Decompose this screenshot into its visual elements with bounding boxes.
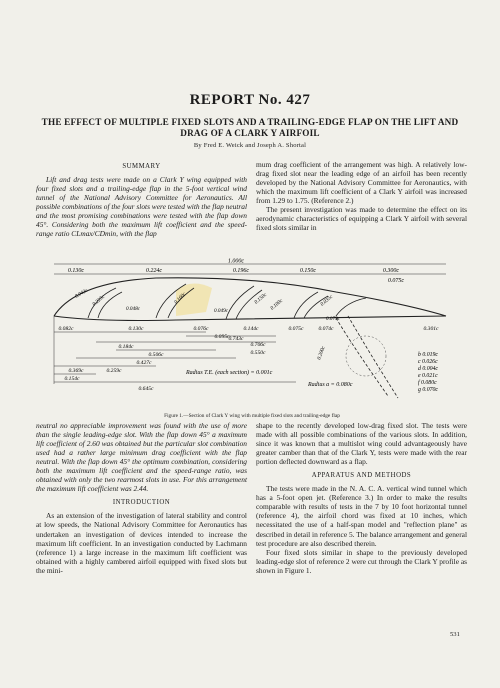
introduction-heading: INTRODUCTION (112, 499, 171, 507)
svg-text:0.301c: 0.301c (423, 326, 439, 332)
svg-text:0.184c: 0.184c (118, 344, 134, 350)
apparatus-paragraph-2: Four fixed slots similar in shape to the previously developed leading-edge slot of reference 2 were cut through the Clark Y profile as shown in Figure 1. (256, 547, 467, 575)
flap-dimension-list (418, 352, 438, 393)
svg-text:0.130c: 0.130c (128, 326, 144, 332)
svg-text:0.035c: 0.035c (319, 293, 334, 308)
svg-text:0.225c: 0.225c (91, 293, 106, 308)
dim-label-2: 0.224c (145, 268, 163, 274)
svg-text:0.259c: 0.259c (106, 368, 122, 374)
report-number: REPORT No. 427 (189, 92, 311, 108)
svg-text:0.154c: 0.154c (64, 376, 80, 382)
svg-text:0.075c: 0.075c (288, 326, 304, 332)
radius-te-label: Radius T.E. (each section) = 0.001c (186, 370, 273, 376)
svg-text:0.160c: 0.160c (173, 291, 188, 306)
svg-text:0.144c: 0.144c (243, 326, 259, 332)
svg-text:d 0.004c: d 0.004c (418, 366, 438, 372)
svg-text:0.095c: 0.095c (214, 334, 230, 340)
svg-text:0.079c: 0.079c (326, 316, 340, 322)
page-number: 531 (450, 631, 460, 638)
airfoil-section-diagram (36, 258, 468, 410)
upper-right-paragraph-1: mum drag coefficient of the arrangement was high. A relatively low-drag fixed slot near the leading edge of an airfoil has been recently developed by the National Advisory Committee for Aeronautics, with which the maximum lift coefficient of a Clark Y airfoil was increased from 1.29 to 1.75. (Reference 2.) (256, 160, 467, 206)
introduction-paragraph: As an extension of the investigation of lateral stability and control at low speeds, the National Advisory Committee for Aeronautics has undertaken an investigation of devices intended to increase the maximum lift coefficient. In an investigation conducted by Lachmann (reference 1) a large increase in the maximum lift coefficient was obtained with a highly cambered airfoil equipped with fixed slots but the mini- (36, 511, 247, 575)
apparatus-paragraph-1: The tests were made in the N. A. C. A. vertical wind tunnel which has a 5-foot open jet. (Reference 3.) In order to make the results comparable with results of tests in the 7 by 10 foot horizontal tunnel (reference 4), the airfoil chord was fixed at 10 inches, which necessitated the use of a half-span model and "reflection plane" as described in detail in reference 5. The balance arrangement and general test procedure are also described therein. (256, 484, 468, 548)
figure-caption: Figure 1.—Section of Clark Y wing with multiple fixed slots and trailing-edge flap (164, 413, 340, 419)
lower-right-column (256, 421, 467, 575)
svg-text:0.645c: 0.645c (138, 386, 154, 392)
upper-right-paragraph-2: The present investigation was made to determine the effect on its aerodynamic characteristics of equipping a Clark Y airfoil with several fixed slots similar in (256, 205, 467, 233)
dim-label-4: 0.150c (299, 268, 317, 274)
svg-text:0.550c: 0.550c (250, 350, 266, 356)
lower-right-paragraph-1: shape to the recently developed low-drag fixed slot. The tests were made with all possible combinations of the various slots. In addition, since it was known that a multislot wing could advantageously have greater camber than that of the Clark Y, tests were made with the rear portion deflected downward as a flap. (256, 421, 467, 467)
svg-text:0.706c: 0.706c (250, 342, 266, 348)
upper-right-column (256, 160, 467, 232)
summary-heading: SUMMARY (122, 163, 161, 170)
apparatus-heading: APPARATUS AND METHODS (311, 472, 412, 480)
total-chord-label: 1.000c (227, 258, 245, 265)
summary-column (36, 160, 247, 238)
svg-text:g 0.070c: g 0.070c (418, 387, 438, 393)
svg-text:0.074c: 0.074c (318, 326, 334, 332)
dim-label-1: 0.130c (67, 268, 85, 274)
radius-a-label: Radius a = 0.080c (308, 382, 353, 388)
svg-text:0.427c: 0.427c (136, 360, 152, 366)
svg-text:0.082c: 0.082c (58, 326, 74, 332)
summary-continued: neutral no appreciable improvement was found with the use of more than the single leading-edge slot. With the flap down 45° a maximum lift coefficient of 2.60 was obtained but the particular slot combination used had a rather large minimum drag coefficient with the flap neutral. With the flap down 45° the optimum combination, considering both the maximum lift coefficient and the speed-range ratio, was obtained with only the two rearmost slots in use. For this arrangement the maximum lift coefficient was 2.44. (36, 421, 247, 494)
authors-line: By Fred E. Weick and Joseph A. Shortal (193, 142, 307, 149)
svg-text:0.043c: 0.043c (74, 287, 90, 300)
svg-text:0.369c: 0.369c (68, 368, 84, 374)
figure-1 (36, 258, 468, 410)
summary-paragraph: Lift and drag tests were made on a Clark Y wing equipped with four fixed slots and a trailing-edge flap in the 5-foot vertical wind tunnel of the National Advisory Committee for Aeronautics. All possible combinations of the four slots were tested with the flap neutral and the most promising combinations were tested with the flap down 45°. Considering both the maximum lift coefficient and the speed-range ratio CLmax/CDmin, with the flap (36, 175, 247, 239)
svg-text:0.200c: 0.200c (316, 345, 327, 361)
paper-title: THE EFFECT OF MULTIPLE FIXED SLOTS AND A TRAILING-EDGE FLAP ON THE LIFT AND DRAG OF A CLARK Y AIRFOIL (41, 117, 459, 138)
dim-label-5: 0.300c (382, 268, 400, 274)
svg-text:0.100c: 0.100c (269, 297, 284, 312)
svg-text:b 0.019c: b 0.019c (418, 352, 438, 358)
svg-text:0.076c: 0.076c (193, 326, 209, 332)
dim-label-3: 0.196c (232, 268, 250, 274)
lower-left-column (36, 421, 247, 575)
svg-text:0.049c: 0.049c (214, 308, 228, 314)
svg-text:0.048c: 0.048c (126, 306, 140, 312)
dim-label-right: 0.075c (387, 278, 405, 284)
svg-text:e 0.021c: e 0.021c (418, 373, 438, 379)
svg-text:0.506c: 0.506c (148, 352, 164, 358)
svg-text:f 0.080c: f 0.080c (418, 380, 437, 386)
svg-text:0.743c: 0.743c (228, 336, 244, 342)
svg-text:c 0.026c: c 0.026c (418, 359, 438, 365)
airfoil-lower-surface (54, 316, 446, 321)
svg-text:0.150c: 0.150c (253, 291, 268, 306)
